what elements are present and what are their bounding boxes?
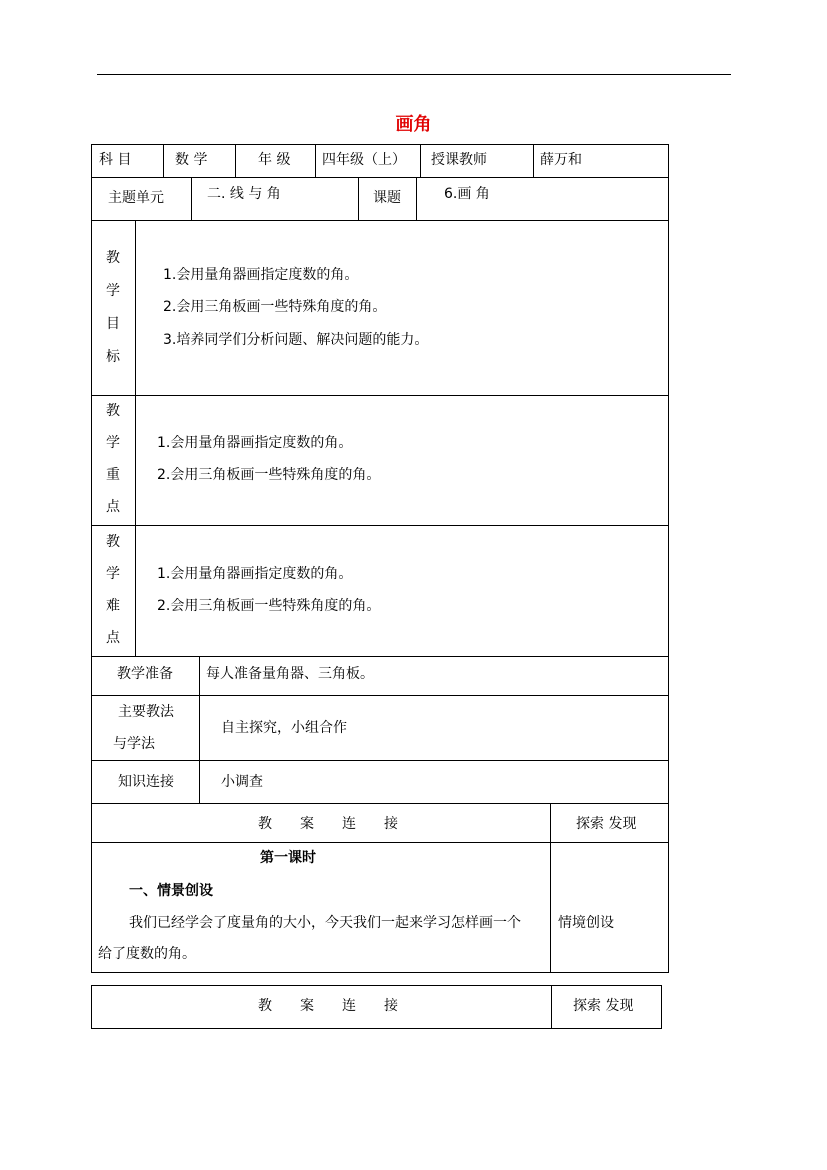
teacher-label: 授课教师 (431, 152, 487, 168)
subject-value: 数 学 (175, 152, 208, 168)
section-heading: 一、情景创设 (129, 883, 213, 899)
plan-header-left: 教 案 连 接 (258, 816, 398, 832)
grade-label: 年 级 (258, 152, 291, 168)
knowledge-label: 知识连接 (118, 774, 174, 790)
focus-label-2: 学 (106, 435, 120, 451)
difficulty-label-1: 教 (106, 534, 120, 550)
focus-label-4: 点 (106, 499, 120, 515)
difficulty-item: 2.会用三角板画一些特殊角度的角。 (157, 598, 381, 614)
difficulty-item: 1.会用量角器画指定度数的角。 (157, 566, 353, 582)
lesson-paragraph-line2: 给了度数的角。 (98, 946, 196, 962)
unit-label: 主题单元 (108, 190, 164, 206)
goal-item: 3.培养同学们分析问题、解决问题的能力。 (163, 332, 429, 348)
plan-header2-right: 探索 发现 (573, 998, 634, 1014)
difficulty-label-2: 学 (106, 566, 120, 582)
plan-header-right: 探索 发现 (576, 816, 637, 832)
focus-label-1: 教 (106, 403, 120, 419)
goal-item: 1.会用量角器画指定度数的角。 (163, 267, 359, 283)
difficulty-label-4: 点 (106, 630, 120, 646)
methods-label-line2: 与学法 (113, 736, 155, 752)
goals-label-4: 标 (106, 349, 120, 365)
prep-label: 教学准备 (117, 666, 173, 682)
lesson-side-note: 情境创设 (558, 915, 614, 931)
grade-value: 四年级（上） (322, 152, 406, 168)
unit-value: 二. 线 与 角 (207, 186, 281, 202)
header-rule (97, 74, 731, 75)
topic-value: 6.画 角 (444, 186, 490, 202)
goals-label-1: 教 (106, 250, 120, 266)
page-title: 画角 (395, 114, 432, 135)
goal-item: 2.会用三角板画一些特殊角度的角。 (163, 299, 387, 315)
prep-value: 每人准备量角器、三角板。 (206, 666, 374, 682)
lesson-period: 第一课时 (260, 850, 316, 866)
focus-item: 1.会用量角器画指定度数的角。 (157, 435, 353, 451)
methods-value: 自主探究，小组合作 (221, 720, 347, 736)
difficulty-label-3: 难 (106, 598, 120, 614)
focus-item: 2.会用三角板画一些特殊角度的角。 (157, 467, 381, 483)
topic-label: 课题 (373, 190, 401, 206)
subject-label: 科 目 (99, 152, 132, 168)
goals-label-3: 目 (106, 316, 120, 332)
lesson-paragraph-line1: 我们已经学会了度量角的大小，今天我们一起来学习怎样画一个 (129, 915, 521, 931)
teacher-value: 薛万和 (540, 152, 582, 168)
focus-label-3: 重 (106, 467, 120, 483)
knowledge-value: 小调查 (221, 774, 263, 790)
methods-label-line1: 主要教法 (118, 704, 174, 720)
plan-header2-left: 教 案 连 接 (258, 998, 398, 1014)
goals-label-2: 学 (106, 283, 120, 299)
